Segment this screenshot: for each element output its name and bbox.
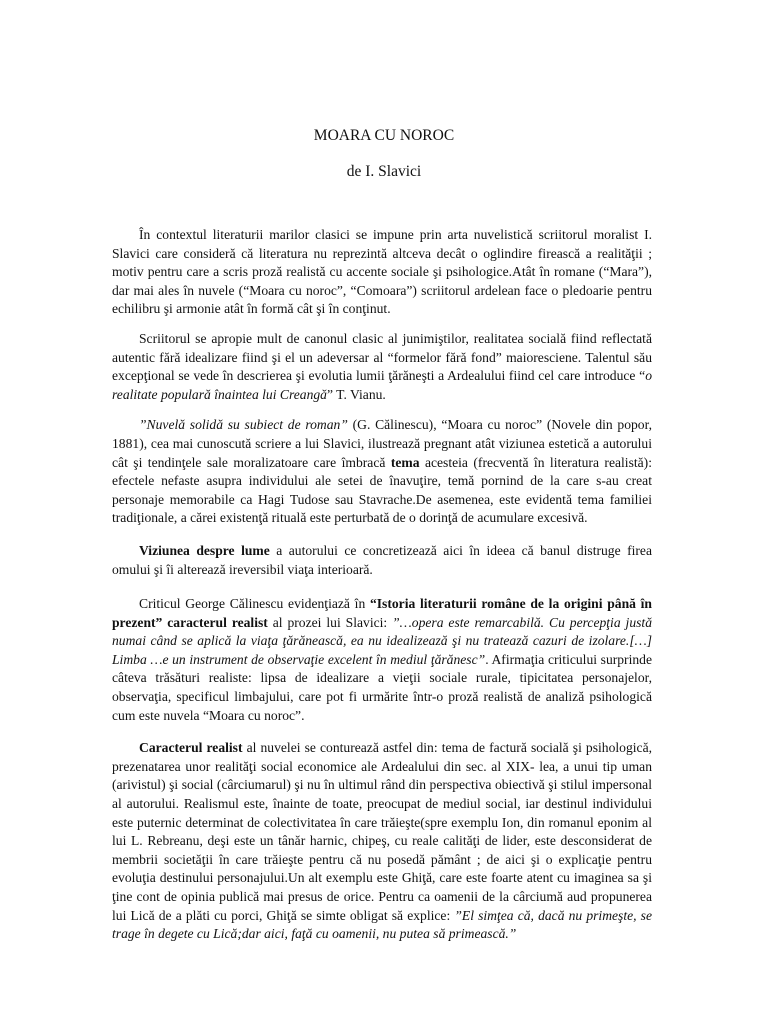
paragraph-text: acesteia (frecventă în literatura realistă): efectele nefaste asupra individului ale setei de înavuţire, temă pornind de la care s-au creat personaje memorabile ca Hagi Tudose sau Stavrache.De asemenea, este evidentă tema familiei tradiţionale, a cărei existenţă rituală este perturbată de o dorinţă de acumulare excesivă. xyxy=(112,454,652,526)
paragraph-critic xyxy=(112,595,652,725)
vianu-quote: o realitate populară înaintea lui Creangă xyxy=(112,368,652,402)
critic-quote: ”…opera este remarcabilă. Cu percepţia justă numai când se aplică la viaţa ţărănească, ea nu idealizează şi nu tratează cazuri de izolare.[…] Limba …e un instrument de observaţie excelent în mediul ţărănesc” xyxy=(112,614,652,667)
paragraph-text: al prozei lui Slavici: xyxy=(267,614,393,630)
bold-term-viziunea: Viziunea despre lume xyxy=(139,542,270,558)
paragraph-text: a autorului ce concretizează aici în ideea că banul distruge firea omului şi îi alterează ireversibil viaţa interioară. xyxy=(112,542,653,577)
calinescu-quote: ”Nuvelă solidă su subiect de roman” xyxy=(139,417,348,433)
paragraph-text: ” T. Vianu. xyxy=(326,386,386,402)
document-author: de I. Slavici xyxy=(346,163,422,180)
paragraph-text: (G. Călinescu), “Moara cu noroc” (Novele din popor, 1881), cea mai cunoscută scriere a lui Slavici, ilustrează pregnant atât viziunea estetică a autorului cât şi tendinţele sale moralizatoare care îmbracă xyxy=(112,417,652,470)
paragraph-text: Scriitorul se apropie mult de canonul clasic al junimiştilor, realitatea socială fiind reflectată autentic fără idealizare fiind şi el un adeversar al “formelor fără fond” maioresciene. Talentul său excepţional se vede în descrierea şi evolutia lumii ţărăneşti a Ardealului fiind cel care introduce “ xyxy=(112,330,652,384)
paragraph-text: . Afirmaţia criticului surprinde câteva trăsături realiste: lipsa de idealizare a vieţii sociale rurale, tipicitatea personajelor, observaţia, specificul limbajului, care pot fi urmărite într-o proză realistă de analiză psihologică cum este nuvela “Moara cu noroc”. xyxy=(112,651,652,723)
ghita-quote: ”El simţea că, dacă nu primeşte, se trage în degete cu Lică;dar aici, faţă cu oamenii, nu putea să primească.” xyxy=(112,907,652,942)
bold-book-title: “Istoria literaturii române de la origini până în prezent” caracterul realist xyxy=(112,596,652,630)
paragraph-intro xyxy=(112,226,652,319)
document-body xyxy=(112,226,652,944)
paragraph-theme xyxy=(112,416,652,528)
paragraph-text: În contextul literaturii marilor clasici se impune prin arta nuvelistică scriitorul moralist I. Slavici care consideră că literatura nu reprezintă altceva decât o oglindire firească a realităţii ; motiv pentru care a scris proză realistă cu accente sociale şi psihologice.Atât în romane (“Mara”), dar mai ales în nuvele (“Moara cu noroc”, “Comoara”) scriitorul ardelean face o pledoarie pentru echilibru şi armonie atât în formă cât şi în conţinut. xyxy=(112,227,652,317)
paragraph-realism xyxy=(112,739,652,944)
paragraph-worldview xyxy=(112,542,652,579)
bold-term-tema: tema xyxy=(390,454,420,470)
document-title: MOARA CU NOROC xyxy=(313,127,455,144)
paragraph-text: al nuvelei se conturează astfel din: tema de factură socială şi psihologică, prezenatarea unor realităţi social economice ale Ardealului din sec. al XIX- lea, a unui tip uman (arivistul) şi social (cârciumarul) şi nu în ultimul rând din perspectiva obiectivă şi stilul impersonal al autorului. Realismul este, înainte de toate, preocupat de mediul social, iar destinul individului este puternic determinat de colectivitatea în care trăieşte(spre exemplu Ion, din romanul eponim al lui L. Rebreanu, deşi este un tânăr harnic, chipeş, cu reale calităţi de lider, este desconsiderat de membrii societăţii în care trăieşte pentru că nu posedă pământ ; de aici şi o explicaţie pentru evoluţia destinului personajului.Un alt exemplu este Ghiţă, care este foarte atent cu imaginea sa şi ţine cont de opinia publică mai presus de orice. Pentru ca oamenii de la cârciumă aud propunerea lui Lică de a plăti cu porci, Ghiţă se simte obligat să explice: xyxy=(112,740,653,923)
bold-term-caracterul: Caracterul realist xyxy=(139,740,243,756)
paragraph-junimism xyxy=(112,330,652,404)
paragraph-text: Criticul George Călinescu evidenţiază în xyxy=(139,596,370,612)
